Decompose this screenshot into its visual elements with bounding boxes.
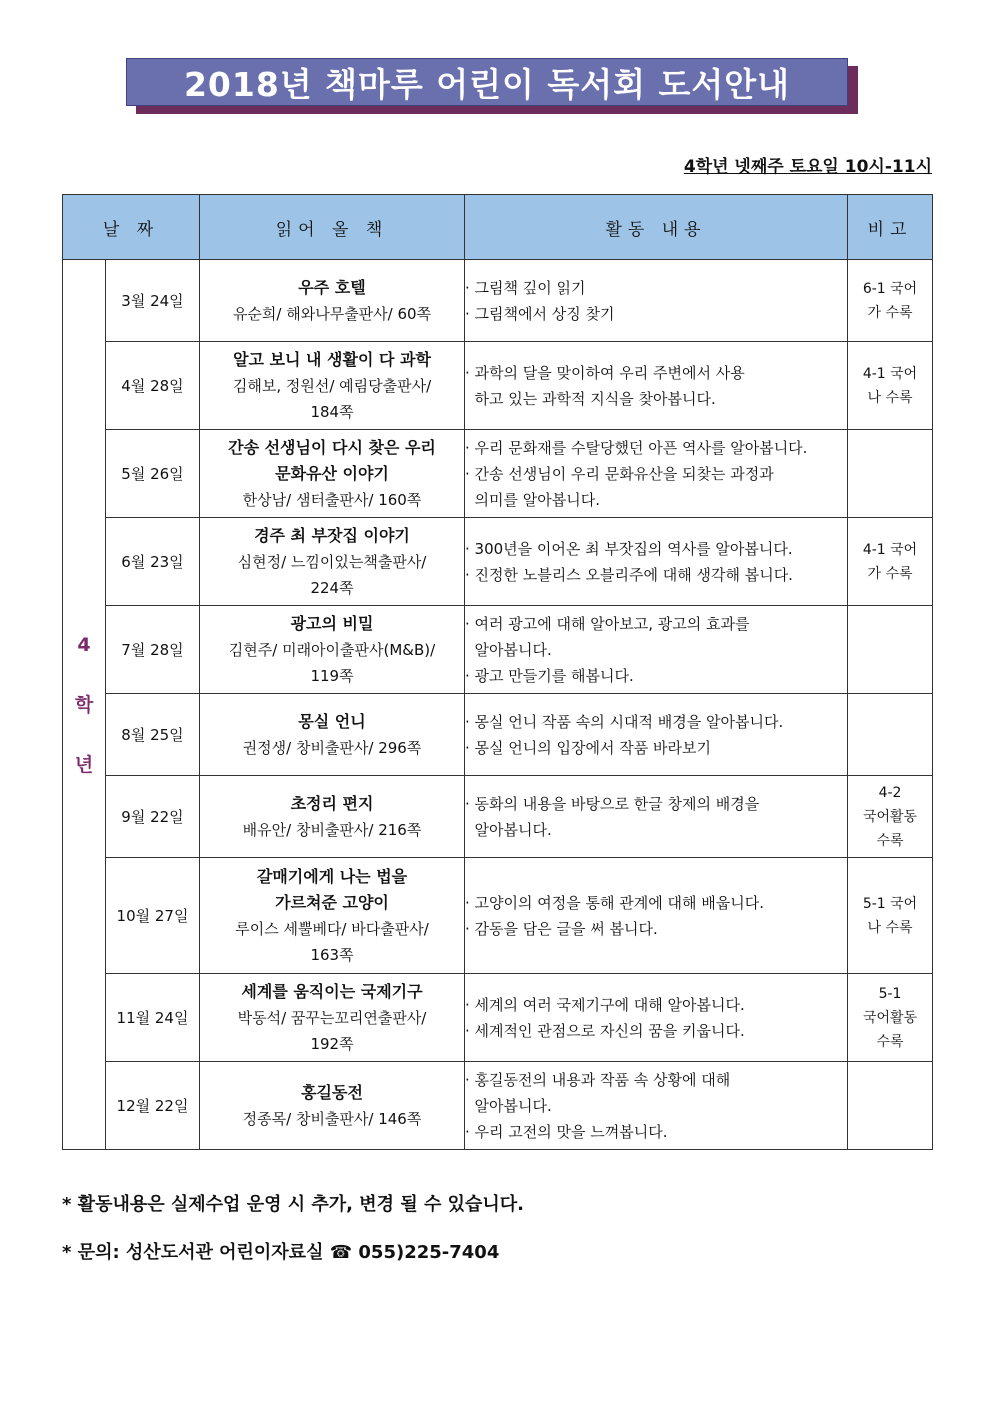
- note-cell: [848, 430, 933, 518]
- date-cell: 3월 24일: [106, 260, 200, 342]
- book-title: 초정리 편지: [290, 793, 374, 813]
- activity-line: · 몽실 언니 작품 속의 시대적 배경을 알아봅니다.: [465, 712, 784, 731]
- activity-line: · 우리 문화재를 수탈당했던 아픈 역사를 알아봅니다.: [465, 438, 808, 457]
- activity-cell: [465, 606, 848, 694]
- activity-line: · 감동을 담은 글을 써 봅니다.: [465, 919, 658, 938]
- activity-line: · 간송 선생님이 우리 문화유산을 되찾는 과정과: [465, 464, 774, 483]
- note-line: 5-1 국어: [862, 895, 918, 912]
- note-cell: [848, 776, 933, 858]
- activity-cell: [465, 1062, 848, 1150]
- book-title-line2: 문화유산 이야기: [275, 463, 389, 483]
- table-row: [63, 694, 933, 776]
- activity-cell: [465, 342, 848, 430]
- note-cell: [848, 518, 933, 606]
- book-title: 세계를 움직이는 국제기구: [241, 981, 423, 1001]
- activity-line: · 그림책 깊이 읽기: [465, 278, 586, 297]
- activity-cell: [465, 694, 848, 776]
- date-cell: 10월 27일: [106, 858, 200, 974]
- note-line: 가 수록: [867, 304, 913, 321]
- activity-cell: [465, 430, 848, 518]
- note-cell: [848, 606, 933, 694]
- activity-cell: [465, 518, 848, 606]
- book-author-publisher: 163쪽: [310, 945, 354, 964]
- activity-line: · 고양이의 여정을 통해 관계에 대해 배웁니다.: [465, 893, 764, 912]
- note-line: 나 수록: [867, 389, 913, 406]
- date-cell: 9월 22일: [106, 776, 200, 858]
- book-cell: [200, 342, 465, 430]
- book-author-publisher: 루이스 세뿔베다/ 바다출판사/: [235, 919, 429, 938]
- activity-line: 알아봅니다.: [465, 640, 552, 659]
- footnote-contact: * 문의: 성산도서관 어린이자료실 ☎ 055)225-7404: [62, 1242, 500, 1263]
- book-title: 몽실 언니: [298, 711, 366, 731]
- book-cell: [200, 518, 465, 606]
- book-author-publisher: 배유안/ 창비출판사/ 216쪽: [242, 820, 422, 839]
- activity-cell: [465, 260, 848, 342]
- book-title: 홍길동전: [301, 1082, 363, 1102]
- book-author-publisher: 유순희/ 해와나무출판사/ 60쪽: [232, 304, 432, 323]
- activity-line: · 그림책에서 상징 찾기: [465, 304, 615, 323]
- book-author-publisher: 정종목/ 창비출판사/ 146쪽: [242, 1109, 422, 1128]
- grade-cell: [63, 260, 106, 1150]
- book-author-publisher: 184쪽: [310, 402, 354, 421]
- date-cell: 11월 24일: [106, 974, 200, 1062]
- activity-line: · 과학의 달을 맞이하여 우리 주변에서 사용: [465, 363, 745, 382]
- note-line: 수록: [876, 832, 904, 849]
- activity-cell: [465, 776, 848, 858]
- date-cell: 6월 23일: [106, 518, 200, 606]
- table-row: [63, 342, 933, 430]
- book-author-publisher: 224쪽: [310, 578, 354, 597]
- book-author-publisher: 김해보, 정원선/ 예림당출판사/: [232, 376, 432, 395]
- book-cell: [200, 776, 465, 858]
- table-row: [63, 518, 933, 606]
- grade-label-char: 학: [74, 693, 94, 716]
- activity-cell: [465, 974, 848, 1062]
- book-author-publisher: 박동석/ 꿈꾸는꼬리연출판사/: [237, 1008, 427, 1027]
- activity-line: · 300년을 이어온 최 부잣집의 역사를 알아봅니다.: [465, 539, 793, 558]
- activity-line: 하고 있는 과학적 지식을 찾아봅니다.: [465, 389, 716, 408]
- footnote-change-notice: * 활동내용은 실제수업 운영 시 추가, 변경 될 수 있습니다.: [62, 1194, 525, 1215]
- table-row: [63, 430, 933, 518]
- book-cell: [200, 260, 465, 342]
- table-row: [63, 974, 933, 1062]
- note-line: 4-1 국어: [862, 541, 918, 558]
- book-title: 우주 호텔: [298, 277, 366, 297]
- header-note: 비고: [848, 195, 933, 260]
- note-line: 국어활동: [862, 808, 918, 825]
- note-line: 나 수록: [867, 919, 913, 936]
- note-line: 5-1: [878, 985, 902, 1002]
- note-line: 6-1 국어: [862, 280, 918, 297]
- note-cell: [848, 1062, 933, 1150]
- note-cell: [848, 694, 933, 776]
- note-line: 수록: [876, 1033, 904, 1050]
- grade-label-char: 4: [77, 633, 91, 656]
- table-row: [63, 606, 933, 694]
- date-cell: 12월 22일: [106, 1062, 200, 1150]
- activity-line: 알아봅니다.: [465, 820, 552, 839]
- book-title: 간송 선생님이 다시 찾은 우리: [228, 437, 436, 457]
- book-cell: [200, 430, 465, 518]
- activity-line: 알아봅니다.: [465, 1096, 552, 1115]
- book-title: 알고 보니 내 생활이 다 과학: [233, 349, 431, 369]
- book-cell: [200, 1062, 465, 1150]
- date-cell: 5월 26일: [106, 430, 200, 518]
- activity-line: · 홍길동전의 내용과 작품 속 상황에 대해: [465, 1070, 731, 1089]
- book-author-publisher: 119쪽: [310, 666, 354, 685]
- schedule-subtitle: 4학년 넷째주 토요일 10시-11시: [683, 157, 932, 177]
- header-date: 날 짜: [63, 195, 200, 260]
- date-cell: 4월 28일: [106, 342, 200, 430]
- header-activity: 활동 내용: [465, 195, 848, 260]
- table-row: [63, 776, 933, 858]
- activity-line: · 세계적인 관점으로 자신의 꿈을 키웁니다.: [465, 1021, 745, 1040]
- book-cell: [200, 694, 465, 776]
- book-author-publisher: 권정생/ 창비출판사/ 296쪽: [242, 738, 422, 757]
- table-row: [63, 1062, 933, 1150]
- activity-line: · 광고 만들기를 해봅니다.: [465, 666, 634, 685]
- note-cell: [848, 260, 933, 342]
- activity-line: · 여러 광고에 대해 알아보고, 광고의 효과를: [465, 614, 750, 633]
- book-title: 광고의 비밀: [290, 613, 374, 633]
- book-title-line2: 가르쳐준 고양이: [275, 892, 389, 912]
- book-title: 경주 최 부잣집 이야기: [254, 525, 410, 545]
- book-author-publisher: 심현정/ 느낌이있는책출판사/: [237, 552, 427, 571]
- book-cell: [200, 858, 465, 974]
- activity-line: · 진정한 노블리스 오블리주에 대해 생각해 봅니다.: [465, 565, 793, 584]
- activity-line: · 몽실 언니의 입장에서 작품 바라보기: [465, 738, 711, 757]
- note-line: 가 수록: [867, 565, 913, 582]
- book-schedule-table: [62, 194, 933, 1150]
- note-line: 4-1 국어: [862, 365, 918, 382]
- header-book: 읽어 올 책: [200, 195, 465, 260]
- activity-line: · 우리 고전의 맛을 느껴봅니다.: [465, 1122, 668, 1141]
- book-author-publisher: 한상남/ 샘터출판사/ 160쪽: [242, 490, 422, 509]
- book-title: 갈매기에게 나는 법을: [256, 866, 408, 886]
- activity-line: 의미를 알아봅니다.: [465, 490, 600, 509]
- activity-cell: [465, 858, 848, 974]
- note-cell: [848, 342, 933, 430]
- activity-line: · 세계의 여러 국제기구에 대해 알아봅니다.: [465, 995, 745, 1014]
- table-row: [63, 858, 933, 974]
- note-line: 국어활동: [862, 1009, 918, 1026]
- table-header-row: [63, 195, 933, 260]
- book-cell: [200, 974, 465, 1062]
- book-author-publisher: 김현주/ 미래아이출판사(M&B)/: [228, 640, 436, 659]
- activity-line: · 동화의 내용을 바탕으로 한글 창제의 배경을: [465, 794, 760, 813]
- table-row: [63, 260, 933, 342]
- date-cell: 7월 28일: [106, 606, 200, 694]
- note-line: 4-2: [878, 784, 902, 801]
- book-cell: [200, 606, 465, 694]
- book-author-publisher: 192쪽: [310, 1034, 354, 1053]
- page-title: 2018년 책마루 어린이 독서회 도서안내: [126, 58, 848, 106]
- grade-label-char: 년: [74, 753, 94, 776]
- date-cell: 8월 25일: [106, 694, 200, 776]
- note-cell: [848, 974, 933, 1062]
- note-cell: [848, 858, 933, 974]
